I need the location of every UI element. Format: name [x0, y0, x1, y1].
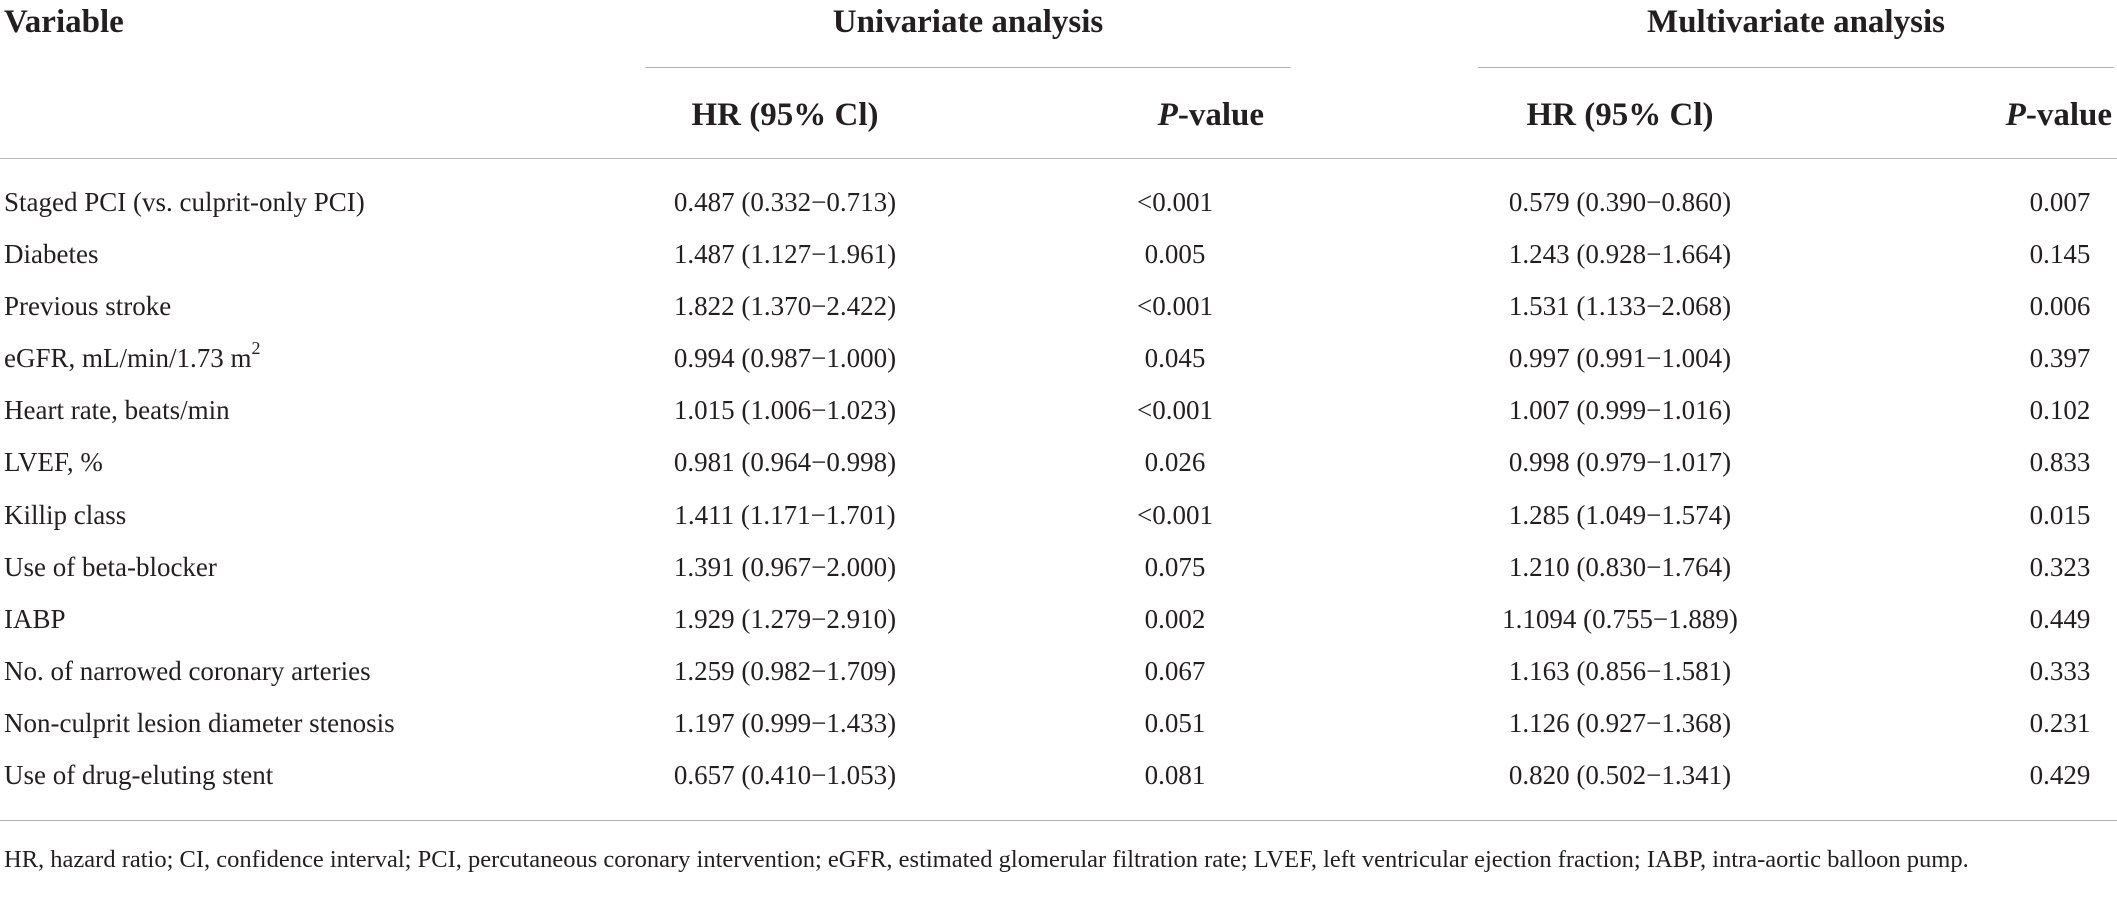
header-univariate-analysis: Univariate analysis	[832, 4, 1104, 40]
variable-cell	[4, 185, 365, 219]
multivariate-hr-cell	[1390, 550, 1850, 584]
variable-cell-text: Previous stroke	[4, 291, 172, 322]
multivariate-hr-cell	[1390, 341, 1850, 375]
variable-cell	[4, 498, 126, 532]
header-univariate-hr: HR (95% Cl)	[691, 97, 879, 133]
univariate-hr-cell-text: 0.981 (0.964−0.998)	[673, 447, 897, 478]
univariate-p-cell-text: 0.075	[1144, 551, 1206, 582]
multivariate-p-cell-text: 0.145	[2029, 239, 2091, 270]
univariate-hr-cell-text: 1.197 (0.999−1.433)	[673, 707, 897, 738]
table-row	[0, 393, 2117, 445]
multivariate-p-cell	[1995, 706, 2117, 740]
table-row	[0, 654, 2117, 706]
multivariate-p-cell-text: 0.429	[2029, 760, 2091, 791]
multivariate-p-cell-text: 0.102	[2029, 395, 2091, 426]
variable-cell	[4, 289, 171, 323]
multivariate-hr-cell	[1390, 706, 1850, 740]
univariate-p-cell	[1100, 602, 1250, 636]
multivariate-hr-cell	[1390, 445, 1850, 479]
univariate-p-cell	[1100, 654, 1250, 688]
univariate-span-rule	[645, 67, 1291, 68]
univariate-hr-cell	[560, 237, 1010, 271]
univariate-hr-cell-text: 1.487 (1.127−1.961)	[673, 239, 897, 270]
multivariate-p-cell-text: 0.007	[2029, 187, 2091, 217]
multivariate-p-cell	[1995, 758, 2117, 792]
variable-cell-text: Staged PCI (vs. culprit-only PCI)	[4, 187, 365, 217]
multivariate-hr-cell-text: 1.531 (1.133−2.068)	[1508, 291, 1732, 322]
univariate-p-cell-text: 0.026	[1144, 447, 1206, 478]
header-multivariate-hr: HR (95% Cl)	[1526, 97, 1714, 133]
univariate-hr-cell	[560, 341, 1010, 375]
univariate-hr-cell-text: 0.994 (0.987−1.000)	[673, 343, 897, 374]
univariate-hr-cell	[560, 550, 1010, 584]
multivariate-hr-cell-text: 0.579 (0.390−0.860)	[1508, 187, 1732, 217]
univariate-p-cell-text: 0.005	[1144, 239, 1206, 270]
univariate-p-cell	[1100, 758, 1250, 792]
univariate-hr-cell-text: 1.411 (1.171−1.701)	[674, 499, 896, 530]
multivariate-p-cell	[1995, 185, 2117, 219]
univariate-hr-cell	[560, 758, 1010, 792]
univariate-p-cell-text: 0.051	[1144, 707, 1206, 738]
univariate-p-cell	[1100, 393, 1250, 427]
header-bottom-rule	[0, 158, 2117, 159]
multivariate-hr-cell-text: 1.126 (0.927−1.368)	[1508, 707, 1732, 738]
header-multivariate-analysis: Multivariate analysis	[1647, 4, 1945, 40]
univariate-p-cell	[1100, 289, 1250, 323]
multivariate-hr-cell-text: 1.163 (0.856−1.581)	[1508, 655, 1732, 686]
variable-cell	[4, 602, 66, 636]
variable-cell	[4, 550, 217, 584]
univariate-p-cell-text: <0.001	[1137, 395, 1213, 426]
univariate-p-cell	[1100, 341, 1250, 375]
table-row	[0, 445, 2117, 497]
univariate-hr-cell-text: 0.487 (0.332−0.713)	[673, 187, 897, 217]
multivariate-hr-cell	[1390, 237, 1850, 271]
univariate-p-cell	[1100, 445, 1250, 479]
multivariate-p-cell-text: 0.015	[2029, 499, 2091, 530]
variable-cell-text: Diabetes	[4, 239, 99, 270]
univariate-hr-cell	[560, 602, 1010, 636]
multivariate-p-cell-text: 0.323	[2029, 551, 2091, 582]
variable-cell-text: Killip class	[4, 499, 127, 530]
multivariate-hr-cell-text: 1.285 (1.049−1.574)	[1508, 499, 1732, 530]
table-row	[0, 706, 2117, 758]
multivariate-p-cell	[1995, 393, 2117, 427]
table-row	[0, 498, 2117, 550]
multivariate-hr-cell	[1390, 758, 1850, 792]
univariate-hr-cell	[560, 289, 1010, 323]
univariate-hr-cell	[560, 445, 1010, 479]
p-suffix: -value	[1177, 97, 1264, 133]
multivariate-p-cell-text: 0.006	[2029, 291, 2091, 322]
table-row	[0, 758, 2117, 810]
multivariate-p-cell	[1995, 654, 2117, 688]
multivariate-hr-cell	[1390, 393, 1850, 427]
univariate-p-cell-text: 0.067	[1144, 655, 1206, 686]
multivariate-p-cell-text: 0.333	[2029, 655, 2091, 686]
table-row	[0, 550, 2117, 602]
univariate-p-cell-text: 0.045	[1144, 343, 1206, 374]
multivariate-p-cell	[1995, 237, 2117, 271]
table-footnote: HR, hazard ratio; CI, confidence interval; PCI, percutaneous coronary intervention; eGFR, estimated glomerular filtration rate; LVEF, left ventricular ejection fraction; IABP, intra-aortic balloon pump.	[4, 846, 1969, 873]
table-body	[0, 185, 2117, 810]
multivariate-hr-cell-text: 1.1094 (0.755−1.889)	[1502, 603, 1738, 634]
variable-cell	[4, 706, 395, 740]
multivariate-p-cell-text: 0.397	[2029, 343, 2091, 374]
header-univariate-p-value	[1060, 95, 1264, 135]
multivariate-hr-cell-text: 0.820 (0.502−1.341)	[1508, 760, 1732, 791]
multivariate-p-cell	[1995, 550, 2117, 584]
variable-cell-text: eGFR, mL/min/1.73 m	[4, 343, 252, 374]
univariate-hr-cell	[560, 185, 1010, 219]
table-row	[0, 237, 2117, 289]
p-suffix: -value	[2025, 97, 2112, 133]
univariate-hr-cell	[560, 498, 1010, 532]
header-variable: Variable	[4, 4, 124, 40]
p-italic: P	[1157, 97, 1178, 133]
variable-cell-text: IABP	[4, 603, 66, 634]
multivariate-hr-cell	[1390, 654, 1850, 688]
univariate-hr-cell	[560, 706, 1010, 740]
variable-cell	[4, 393, 230, 427]
multivariate-hr-cell-text: 1.210 (0.830−1.764)	[1508, 551, 1732, 582]
variable-cell	[4, 654, 371, 688]
header-multivariate-p-value	[1880, 95, 2112, 135]
univariate-hr-cell-text: 1.822 (1.370−2.422)	[673, 291, 897, 322]
univariate-hr-cell	[560, 654, 1010, 688]
multivariate-p-cell	[1995, 498, 2117, 532]
table-row	[0, 338, 2117, 393]
univariate-p-cell	[1100, 185, 1250, 219]
variable-cell	[4, 758, 273, 792]
multivariate-hr-cell-text: 1.007 (0.999−1.016)	[1508, 395, 1732, 426]
multivariate-p-cell	[1995, 289, 2117, 323]
multivariate-hr-cell-text: 0.998 (0.979−1.017)	[1508, 447, 1732, 478]
univariate-p-cell	[1100, 498, 1250, 532]
multivariate-hr-cell-text: 1.243 (0.928−1.664)	[1508, 239, 1732, 270]
univariate-hr-cell-text: 1.391 (0.967−2.000)	[673, 551, 897, 582]
variable-cell-text: No. of narrowed coronary arteries	[4, 655, 371, 686]
variable-cell	[4, 338, 261, 375]
univariate-p-cell-text: <0.001	[1137, 187, 1213, 217]
p-italic: P	[2005, 97, 2026, 133]
univariate-p-cell-text: <0.001	[1137, 499, 1213, 530]
multivariate-p-cell	[1995, 341, 2117, 375]
univariate-p-cell	[1100, 550, 1250, 584]
variable-cell	[4, 237, 98, 271]
multivariate-p-cell-text: 0.449	[2029, 603, 2091, 634]
variable-cell-text: Use of beta-blocker	[4, 551, 217, 582]
variable-cell-text: Non-culprit lesion diameter stenosis	[4, 707, 395, 738]
multivariate-hr-cell	[1390, 289, 1850, 323]
univariate-hr-cell-text: 1.015 (1.006−1.023)	[673, 395, 897, 426]
univariate-p-cell	[1100, 237, 1250, 271]
multivariate-p-cell	[1995, 602, 2117, 636]
multivariate-hr-cell	[1390, 185, 1850, 219]
variable-cell	[4, 445, 103, 479]
multivariate-p-cell-text: 0.231	[2029, 707, 2091, 738]
multivariate-hr-cell	[1390, 602, 1850, 636]
table-row	[0, 602, 2117, 654]
univariate-p-cell-text: 0.081	[1144, 760, 1206, 791]
univariate-p-cell-text: 0.002	[1144, 603, 1206, 634]
table-bottom-rule	[0, 820, 2117, 821]
multivariate-hr-cell-text: 0.997 (0.991−1.004)	[1508, 343, 1732, 374]
univariate-hr-cell-text: 1.259 (0.982−1.709)	[673, 655, 897, 686]
multivariate-hr-cell	[1390, 498, 1850, 532]
variable-cell-text: Use of drug-eluting stent	[4, 760, 274, 791]
univariate-p-cell	[1100, 706, 1250, 740]
multivariate-span-rule	[1478, 67, 2114, 68]
univariate-hr-cell	[560, 393, 1010, 427]
multivariate-p-cell	[1995, 445, 2117, 479]
table-row	[0, 289, 2117, 341]
univariate-hr-cell-text: 1.929 (1.279−2.910)	[673, 603, 897, 634]
variable-cell-text: Heart rate, beats/min	[4, 395, 230, 426]
variable-cell-text: LVEF, %	[4, 447, 103, 478]
unit-superscript: 2	[251, 338, 261, 359]
univariate-p-cell-text: <0.001	[1137, 291, 1213, 322]
univariate-hr-cell-text: 0.657 (0.410−1.053)	[673, 760, 897, 791]
table-row	[0, 185, 2117, 237]
multivariate-p-cell-text: 0.833	[2029, 447, 2091, 478]
